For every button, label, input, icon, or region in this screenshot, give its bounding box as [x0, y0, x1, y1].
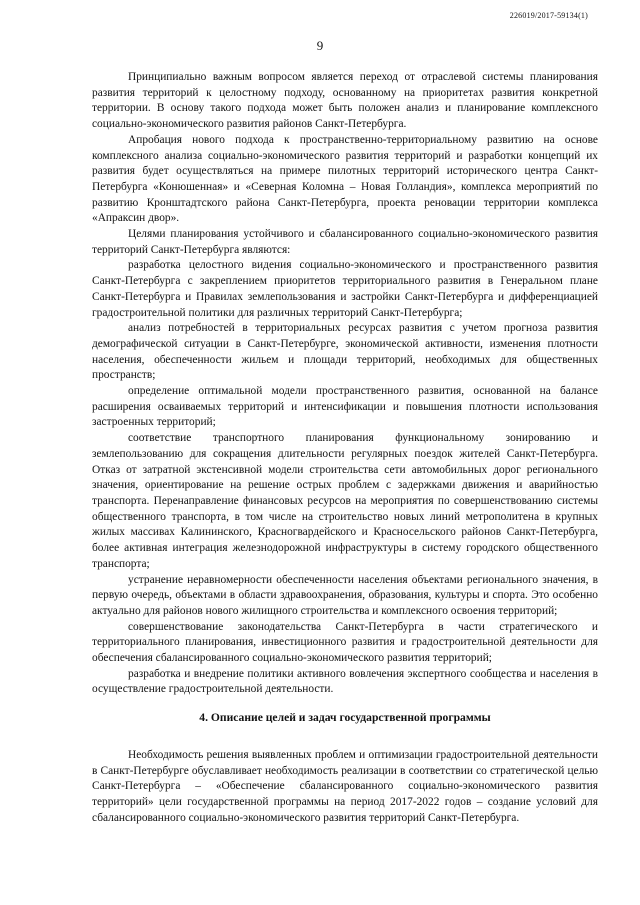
paragraph: Принципиально важным вопросом является переход от отраслевой системы планирования развития территорий к целостному подходу, основанному на приоритетах развития конкретной территории. В основу такого подхода может быть положен анализ и планирование комплексного социально-экономического развития районов Санкт-Петербурга. [92, 71, 598, 131]
list-item: анализ потребностей в территориальных ресурсах развития с учетом прогноза развития демографической ситуации в Санкт-Петербурге, экономической активности, изменения плотности населения, обеспеченности жильем и площади территорий, необходимых для общественных пространств; [92, 322, 598, 382]
list-item: разработка целостного видения социально-экономического и пространственного развития Санкт-Петербурга с закреплением приоритетов территориального развития в Генеральном плане Санкт-Петербурга и Правилах землепользования и застройки Санкт-Петербурга и дифференциацией градостроительной политики для различных территорий Санкт-Петербурга; [92, 259, 598, 319]
paragraph: Апробация нового подхода к пространственно-территориальному развитию на основе комплексного анализа социально-экономического развития территорий и разработки концепций их развития будет осуществляться на примере пилотных территорий исторического центра Санкт-Петербурга «Конюшенная» и «Северная Коломна – Новая Голландия», комплекса мероприятий по развитию Кронштадтского района Санкт-Петербурга, проекта реновации территории комплекса «Апраксин двор». [92, 133, 598, 225]
document-body [92, 70, 598, 826]
page-number: 9 [316, 38, 324, 53]
paragraph: Целями планирования устойчивого и сбалансированного социально-экономического развития территорий Санкт-Петербурга являются: [92, 228, 598, 256]
list-item: устранение неравномерности обеспеченности населения объектами регионального значения, в первую очередь, объектами в области здравоохранения, образования, культуры и спорта. Это особенно актуально для районов нового жилищного строительства и комплексного освоения территорий; [92, 573, 598, 617]
paragraph: Необходимость решения выявленных проблем и оптимизации градостроительной деятельности в Санкт-Петербурге обуславливает необходимость реализации в соответствии со стратегической целью Санкт-Петербурга – «Обеспечение сбалансированного социально-экономического развития территорий» цели государственной программы на период 2017-2022 годов – создание условий для сбалансированного социально-экономического развития территорий Санкт-Петербурга. [92, 748, 598, 824]
list-item: определение оптимальной модели пространственного развития, основанной на балансе расширения осваиваемых территорий и интенсификации и повышения плотности использования застроенных территорий; [92, 385, 598, 429]
list-item: разработка и внедрение политики активного вовлечения экспертного сообщества и населения в осуществление градостроительной деятельности. [92, 667, 598, 696]
section-heading: 4. Описание целей и задач государственной программы [199, 711, 491, 725]
document-registration-number: 226019/2017-59134(1) [509, 11, 588, 20]
list-item: соответствие транспортного планирования функциональному зонированию и землепользованию для сокращения длительности регулярных поездок жителей Санкт-Петербурга. Отказ от затратной экстенсивной модели строительства сети автомобильных дорог регионального значения, ориентирование на решение острых проблем с задержками движения и аварийностью транспорта. Перенаправление финансовых ресурсов на мероприятия по совершенствованию системы общественного транспорта, в том числе на строительство новых линий метрополитена в крупных жилых массивах Калининского, Красногвардейского и Красносельского районов Санкт-Петербурга, более активная интеграция железнодорожной инфраструктуры в систему городского общественного транспорта; [92, 432, 598, 570]
list-item: совершенствование законодательства Санкт-Петербурга в части стратегического и территориального планирования, инвестиционного развития и градостроительной деятельности для обеспечения сбалансированного социально-экономического развития территорий; [92, 620, 598, 665]
